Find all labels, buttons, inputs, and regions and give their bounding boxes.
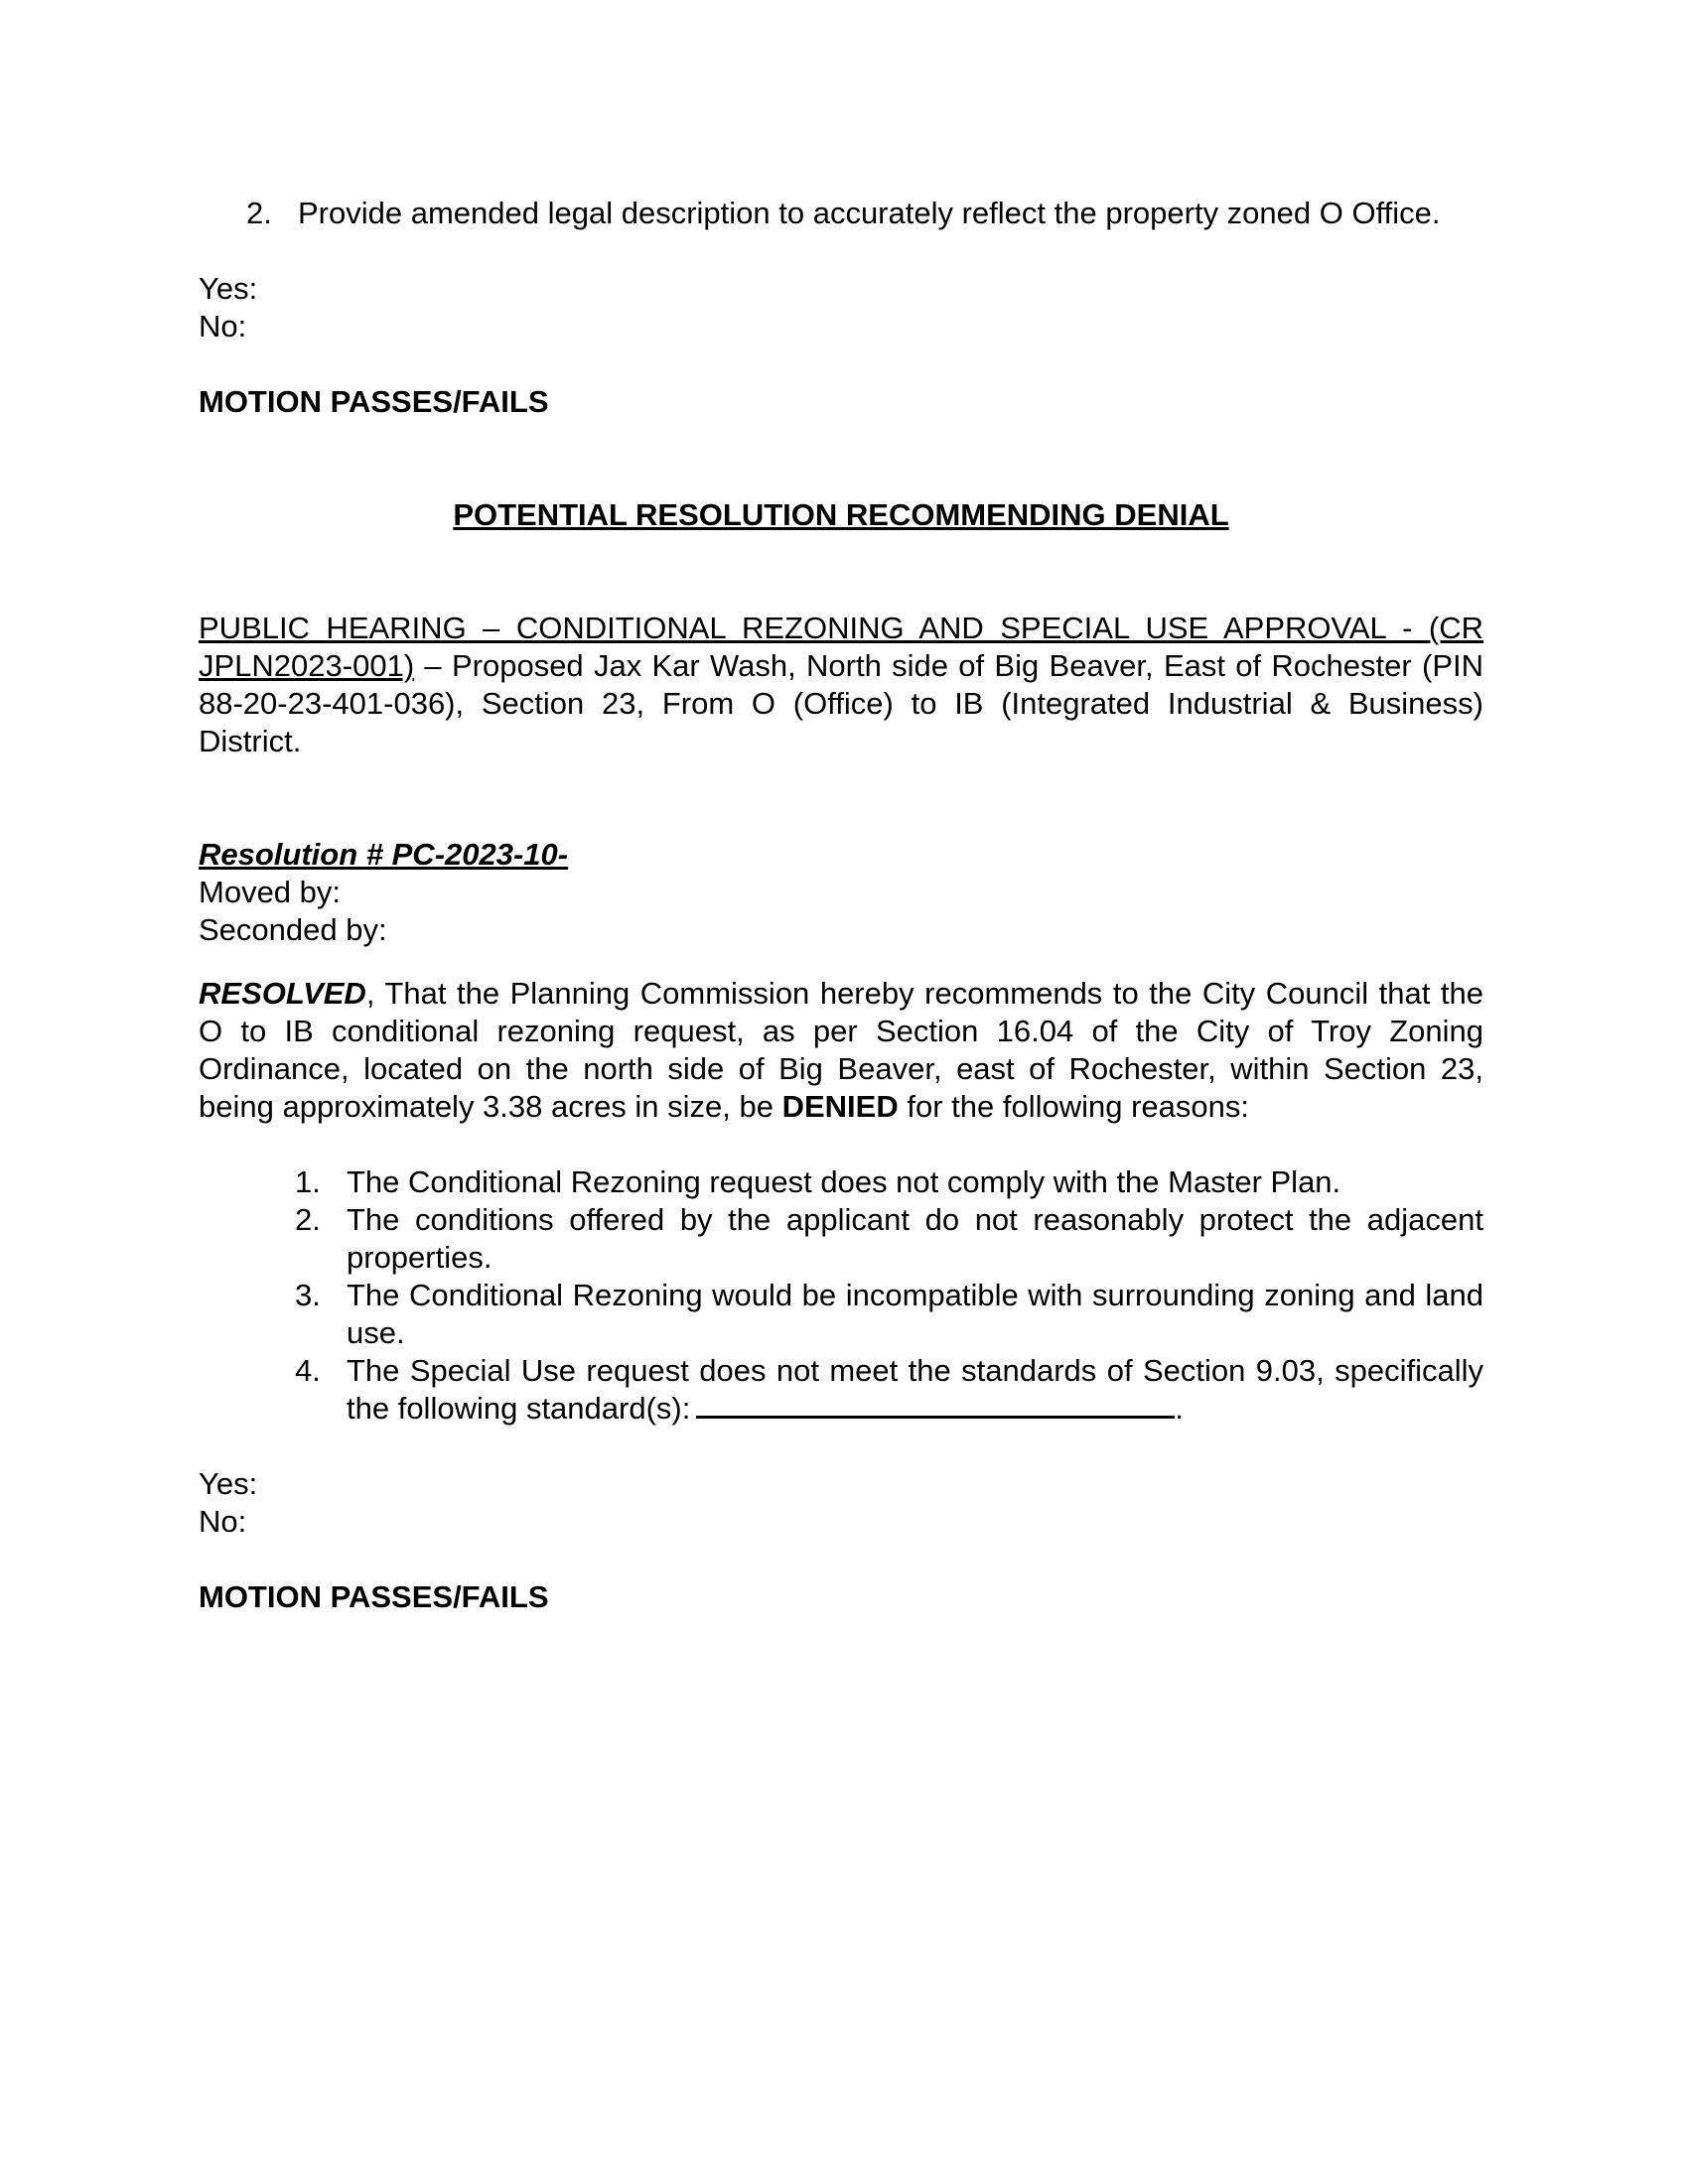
list-item-number: 2. [246, 196, 272, 230]
seconded-by-label: Seconded by: [199, 912, 387, 947]
motion-result: MOTION PASSES/FAILS [199, 1579, 549, 1614]
resolution-number: Resolution # PC-2023-10- [199, 837, 569, 872]
list-item-number: 2. [295, 1202, 321, 1237]
list-item-text: Provide amended legal description to accurately reflect the property zoned O Office. [298, 196, 1441, 230]
list-item-text: The Conditional Rezoning request does not comply with the Master Plan. [347, 1164, 1341, 1199]
denied-keyword: DENIED [781, 1089, 899, 1124]
denial-reasons-list [199, 1163, 1483, 1428]
hearing-description [199, 610, 1483, 760]
resolved-paragraph [199, 975, 1483, 1126]
resolved-text-1: , That the Planning Commission hereby recommends to the City Council that the O to IB conditional rezoning request, as per Section 16.04 of the City of Troy Zoning Ordinance, located on the north side of Big Beaver, east of Rochester, within Section 23, being approximately 3.38 acres in size, be [199, 976, 1483, 1124]
list-item [199, 1201, 1483, 1277]
resolved-text-2: for the following reasons: [898, 1089, 1249, 1124]
list-item [199, 1277, 1483, 1352]
no-label: No: [199, 1504, 247, 1539]
conditions-list [199, 195, 1483, 232]
list-item-text: The conditions offered by the applicant do not reasonably protect the adjacent properties. [347, 1202, 1483, 1275]
section-heading: POTENTIAL RESOLUTION RECOMMENDING DENIAL [453, 497, 1229, 532]
yes-label: Yes: [199, 1466, 258, 1501]
list-item-trailing: . [1175, 1391, 1184, 1426]
list-item-text: The Special Use request does not meet the standards of Section 9.03, specifically the following standard(s): [347, 1353, 1483, 1426]
moved-by-label: Moved by: [199, 875, 342, 909]
list-item [199, 195, 1483, 232]
list-item [199, 1352, 1483, 1428]
list-item [199, 1163, 1483, 1201]
list-item-text: The Conditional Rezoning would be incompatible with surrounding zoning and land use. [347, 1278, 1483, 1350]
motion-result: MOTION PASSES/FAILS [199, 384, 549, 419]
hearing-case-number: (CR JPLN2023-001) [199, 611, 1483, 683]
yes-label: Yes: [199, 271, 258, 306]
hearing-title-part1: PUBLIC HEARING – CONDITIONAL REZONING AND SPECIAL USE APPROVAL - [199, 611, 1429, 645]
vote-block [199, 270, 1483, 345]
vote-block [199, 1465, 1483, 1541]
resolution-header [199, 836, 1483, 949]
resolved-keyword: RESOLVED [199, 976, 366, 1011]
list-item-number: 3. [295, 1278, 321, 1312]
standards-blank-line [696, 1390, 1175, 1419]
list-item-number: 1. [295, 1164, 321, 1199]
document-page [199, 195, 1483, 1616]
list-item-number: 4. [295, 1353, 321, 1388]
no-label: No: [199, 309, 247, 343]
hearing-text: – Proposed Jax Kar Wash, North side of Big Beaver, East of Rochester (PIN 88-20-23-401-036), Section 23, From O (Office) to IB (Integrated Industrial & Business) District. [199, 648, 1483, 758]
